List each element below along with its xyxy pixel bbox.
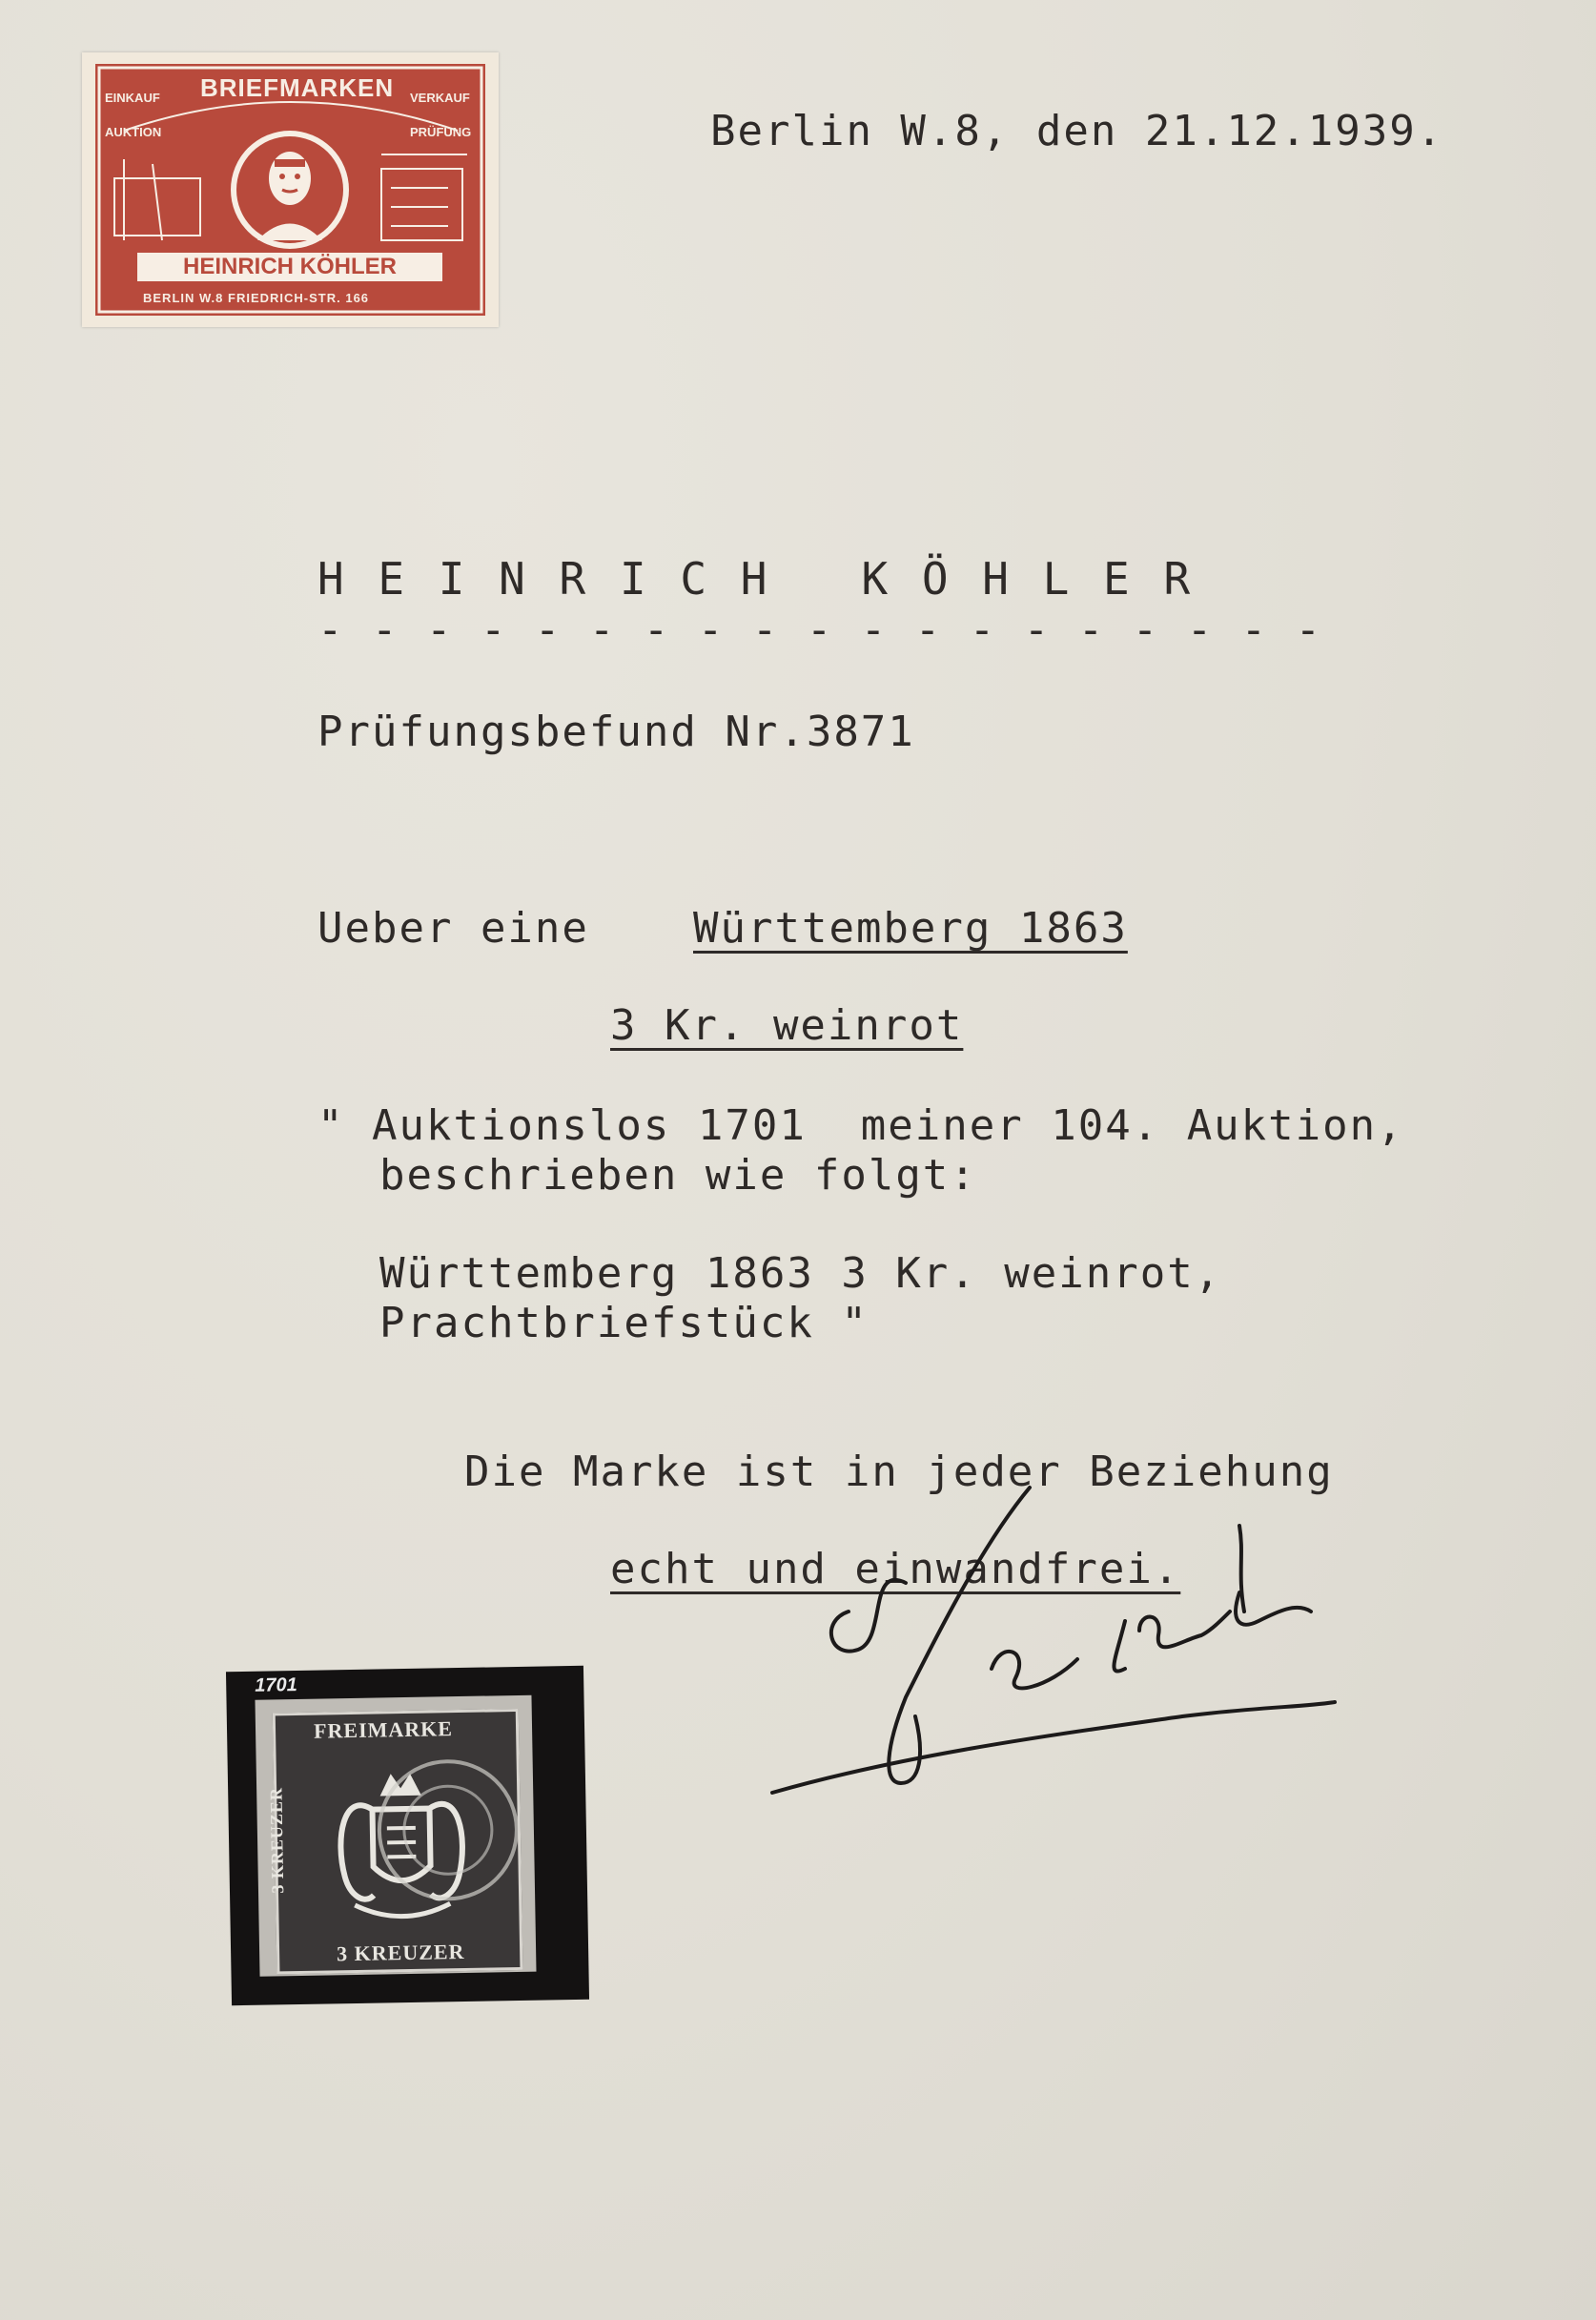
cancellation-postmark-icon xyxy=(360,1734,526,1946)
stamp-lot-mark: 1701 xyxy=(255,1673,297,1696)
vignette-einkauf: EINKAUF xyxy=(105,91,160,105)
handwritten-signature xyxy=(763,1468,1354,1812)
place-date: Berlin W.8, den 21.12.1939. xyxy=(710,107,1444,155)
stamp-bottom-word: 3 KREUZER xyxy=(336,1939,465,1966)
vignette-body xyxy=(95,64,485,316)
vignette-pruefung: PRÜFUNG xyxy=(410,125,472,139)
befund-number: Prüfungsbefund Nr.3871 xyxy=(317,708,915,756)
verdict-line-1: Die Marke ist in jeder Beziehung xyxy=(464,1447,1334,1496)
stamp-description: 3 Kr. weinrot xyxy=(610,1001,964,1050)
heading-name: H E I N R I C H K Ö H L E R xyxy=(317,553,1195,605)
vignette-name: HEINRICH KÖHLER xyxy=(137,253,442,281)
vignette-address: BERLIN W.8 FRIEDRICH-STR. 166 xyxy=(143,291,370,305)
heading-rule: - - - - - - - - - - - - - - - - - - - xyxy=(317,606,1323,654)
vignette-briefmarken: BRIEFMARKEN xyxy=(200,73,395,102)
vignette-verkauf: VERKAUF xyxy=(410,91,470,105)
lot-line-1: " Auktionslos 1701 meiner 104. Auktion, xyxy=(317,1101,1404,1150)
verdict-line-2: echt und einwandfrei. xyxy=(610,1545,1181,1593)
quote-line-2: Prachtbriefstück " xyxy=(379,1299,869,1347)
stamp-on-piece xyxy=(226,1666,589,2005)
stamp-paper xyxy=(255,1695,536,1977)
quote-line-1: Württemberg 1863 3 Kr. weinrot, xyxy=(379,1249,1222,1298)
ueber-subject: Württemberg 1863 xyxy=(693,904,1128,953)
ueber-prefix: Ueber eine xyxy=(317,904,589,953)
koehler-vignette xyxy=(82,52,499,327)
stamp-side-word: 3 KREUZER xyxy=(266,1786,288,1894)
lot-line-2: beschrieben wie folgt: xyxy=(379,1151,977,1200)
stamp-top-word: FREIMARKE xyxy=(313,1716,454,1743)
vignette-auktion: AUKTION xyxy=(105,125,162,139)
